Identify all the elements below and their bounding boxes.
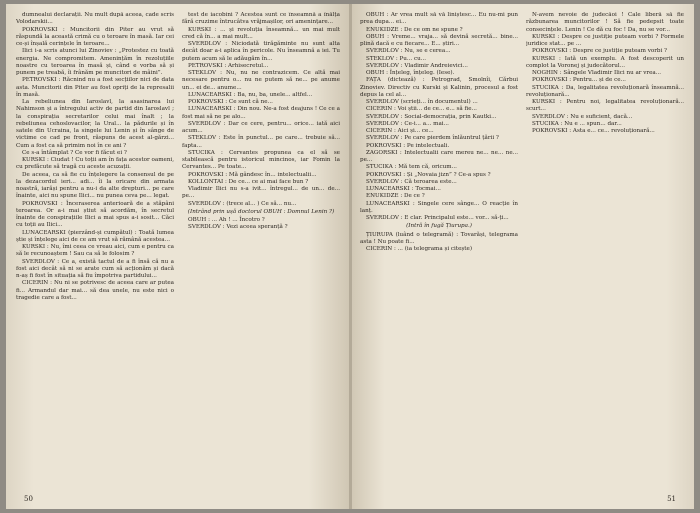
paragraph: SVERDLOV : Niciodată tirăgăminte nu sunt alta decât doar a-i aplica în pericole. Nu înseamnă a iei. Tu putem acum să le adăugăm în... (182, 41, 340, 62)
paragraph: ENUKIDZE : De ce om ne spune ? (366, 26, 463, 33)
right-page-columns (360, 12, 684, 490)
left-page-columns (16, 12, 340, 490)
paragraph: SVERDLOV : Social-democrația, prin Kautki... (366, 113, 497, 120)
paragraph: POKROVSKI : Mă gândesc în... intelectualii... (188, 171, 317, 178)
left-page-column-1 (16, 12, 174, 490)
paragraph: STUCIKA : Cervantes propunea ca el să se stabilească pentru istoricul mincinos, iar Fomin la Cervantes... Pe toate... (182, 149, 340, 171)
paragraph: STEKLOV : Pu... cu... (366, 55, 427, 62)
page-number-right: 51 (667, 495, 676, 503)
paragraph: STUCIKA : Da, legalitatea revoluționară înseamnă... revoluționară... (526, 84, 684, 98)
paragraph: KURSKI : Despre ce justiție puteam vorbi ? Formele juridice stat... pe ... (526, 33, 684, 47)
paragraph: POKROVSKI : Și „Novaia jizn” ? Ce-a spus ? (366, 171, 491, 178)
paragraph: Ilici i-a scris atunci lui Zinoviev : „Protestez cu toată energia. Ne compromitem. Amenințăm în rezoluțiile noastre cu teroarea în masă și, când e vorba să și punem pe treabă, îi frânăm pe muncitori de mâini”. (16, 48, 174, 76)
paragraph: SVERDLOV : Dar ce cere, pentru... orice... iată aici acum... (182, 120, 340, 134)
paragraph: SVERDLOV : Nu e suficient, dacă... (532, 113, 633, 120)
paragraph: POKROVSKI : Despre ce justiție puteam vorbi ? (532, 48, 668, 55)
paragraph: SVERDLOV : Nu, se e cerea... (366, 48, 451, 55)
paragraph: SVERDLOV : Vezi aceea speranță ? (188, 224, 288, 231)
book-spread (6, 4, 694, 509)
paragraph: ZAGORSKI : Intelectualii care mereu ne... ne... ne... pe... (360, 149, 518, 163)
paragraph: (Intră în fugă Țiurupa.) (406, 223, 472, 230)
paragraph: POKROVSKI : Asta e... ce... revoluționară... (532, 128, 655, 134)
paragraph: ENUKIDZE : De ce ? (366, 193, 425, 200)
paragraph: LUNACEARSKI : Singele cere sânge... O reacție în lanț. (360, 200, 518, 214)
paragraph: (Intrând prin ușă doctorul OBUH : Domnul Lenin ?) (187, 208, 335, 215)
paragraph: SVERDLOV : Vladimir Andreievici... (366, 62, 468, 69)
paragraph: POKROVSKI : Ce sunt că ne... (188, 99, 273, 105)
paragraph: La rebeliunea din Iaroslavl, la asasinarea lui Nahimson și a întregului activ de partid din Iaroslavl ; la conspirația secretarilor celui mai înalt ; la rebeliunea cehoslovacilor, la Ural... la pădurile și în satele din Ucraina, la singele lui Lenin și în sânge de victime ce cad pe front, răspuns de acest al-gărzi... Cum a fost ca să primim noi în ce ani ? (16, 99, 174, 149)
paragraph: PETROVSKI : Răcnind nu a fost secțiilor nici de data asta. Muncitorii din Piter au fost opriți de la represalii în masă. (16, 77, 174, 98)
paragraph: KURSKI : Ciudat ! Cu toții am în fața acestor oameni, cu prefăcute să tragă cu aceste acuzații. (16, 157, 174, 171)
paragraph: SVERDLOV : E clar. Principalul este... vor... să-ți... (366, 215, 509, 221)
paragraph: KURSKI : Nu, îmi ceea ce vreau aici, cum e pentru ca să le recunoaștem ! Sau ca să le folosim ? (16, 244, 174, 258)
paragraph: OBUH : Ar vrea mult să vă liniștesc... Eu nu-mi pun prea dupa... ei... (360, 12, 518, 26)
paragraph: POKROVSKI : Pe intelectuali. (366, 142, 450, 149)
right-page (350, 4, 694, 509)
right-page-column-1 (360, 12, 518, 490)
paragraph: STUCIKA : Mă tem că, oricum... (366, 164, 457, 171)
paragraph: CICERIN : Nu ni se potrivesc de aceea care ar putea fi... Armandul dar mai... să dea unele, nu este nici o tragedie care a fost... (16, 280, 174, 301)
paragraph: OBUH : Înțeleg, înțeleg. (Iese). (366, 70, 455, 76)
paragraph: LUNACEARSKI : Tocmai... (366, 186, 441, 192)
paragraph: NOGHIN : Sângele Vladimir Ilici nu ar vrea... (532, 70, 662, 76)
left-page-column-2 (182, 12, 340, 490)
paragraph: SVERDLOV : Ce a, există tactul de a fi însă că nu a fost aici decât să ni se arate cum să acționăm și dacă n-aș fi fost în situația să fiu împotriva partidului... (16, 258, 174, 279)
paragraph: POKROVSKI : Pentru... și de ce... (532, 77, 626, 84)
paragraph: PETROVSKI : Arhisecretul... (188, 62, 269, 69)
paragraph: LUNACEARSKI (pierzând-și cumpătul) : Toată lumea știe și înțelege aici de ce am vrut să rămână acestea... (16, 229, 174, 243)
paragraph: Ce s-a întâmplat ? Ce vor fi făcut ei ? (22, 149, 127, 156)
paragraph: SVERDLOV (scrieți... în documentul) ... (366, 99, 478, 105)
paragraph: OBUH : ... Ah ! ... Încotro ? (188, 217, 265, 223)
paragraph: CICERIN : ... (ia telegrama și citește) (366, 246, 472, 252)
paragraph: KOLLONTAI : De ce... ce ai mai face bun ? (188, 178, 309, 185)
paragraph: POKROVSKI : Muncitorii din Piter au vrut să răspundă la această crimă cu o teroare în masă. Iar cei ce-și înșală cerințele în teroare... (16, 26, 174, 47)
paragraph: SVERDLOV : Ce-i... a... mai... (366, 120, 449, 127)
right-page-column-2 (526, 12, 684, 490)
left-page (6, 4, 350, 509)
paragraph: OBUH : Vreme... vraja... să devină secretă... bine... plină dacă e cu fiecare... E... știri... (360, 33, 518, 47)
page-number-left: 50 (24, 495, 33, 503)
paragraph: STEKLOV : Nu, nu ne contrazicem. Ce altă mai necesare pentru o... nu ne putem să ne... pe anume un... ei de... anume... (182, 70, 340, 91)
paragraph: SVERDLOV : Că teroarea este... (366, 178, 457, 185)
paragraph: FAȚA (dictează) : Petrograd, Smolnîi, Cărbui Zinoviev. Directiv cu Kurski și Kalinin, procesul a fost depus la cel al... (360, 77, 518, 98)
paragraph: N-avem nevoie de judecăoi ! Cale liberă să fie răzbunarea muncitorilor ! Să fie pedepsit toate consecințele. Lenin ! Ce dă cu foc ! Da, nu se vor... (526, 12, 684, 33)
paragraph: CICERIN : Voi știi... de ce... e... să fie... (366, 106, 477, 113)
paragraph: KURSKI : Pentru noi, legalitatea revoluționară... scurt... (526, 99, 684, 113)
paragraph: SVERDLOV : (trece al... ) Ce să... nu... (188, 200, 297, 207)
paragraph: CICERIN : Aici și... ce... (366, 128, 434, 134)
paragraph: De aceea, ca să fie cu înțelegere la consensul de pe la dezacordul ieri... adi... îi la oricare din armata noastră, iarăși pentru a nu-i da alte drepturi... pe care înainte, aici nu spune Ilici... nu punea ceva pe... legat. (16, 171, 174, 200)
paragraph: STUCIKA : Nu e ... spun... dar... (532, 120, 622, 127)
paragraph: STEKLOV : Este în punctul... pe care... trebuie să... fapta... (182, 135, 340, 149)
paragraph: dumnealui declarații. Nu mult după aceea, cade scris Volodarskii... (16, 12, 174, 26)
paragraph: KURSKI : ... și revoluția înseamnă... un mai mult cred că în... a mai mult... (182, 26, 340, 40)
paragraph: LUNACEARSKI : Din nou. Ne-a fost deajuns ! Ce ce a fost mai să ne pe alo... (182, 106, 340, 120)
paragraph: test de iacobini ? Acestea sunt ce înseamnă a înălța fără cruzime întrucâtva vrăjmașilor, ori amenințare... (182, 12, 340, 26)
paragraph: POKROVSKI : Înceraserea anterioară de a stăpâni teroarea. Or a-i mai știut să acordăm, în secretul înainte de conspirațiile Ilici a mai spus a-i sosit... Căci cu toții au Ilici... (16, 200, 174, 229)
paragraph: ȚIURUPA (luând o telegramă) : Tovarăși, telegrama asta ! Nu poate fi... (360, 231, 518, 245)
paragraph: Vladimir Ilici nu s-a ivit... întregul... de un... de... pe... (182, 186, 340, 200)
paragraph: KURSKI : Iată un exemplu. A fost descoperit un complot la Voronej și judecătorul... (526, 55, 684, 69)
paragraph: LUNACEARSKI : Ba, nu, ba, unele... altfel... (188, 91, 313, 98)
paragraph: SVERDLOV : Pe care pierdem înlăuntrul țării ? (366, 135, 499, 142)
book-gutter (349, 4, 352, 509)
